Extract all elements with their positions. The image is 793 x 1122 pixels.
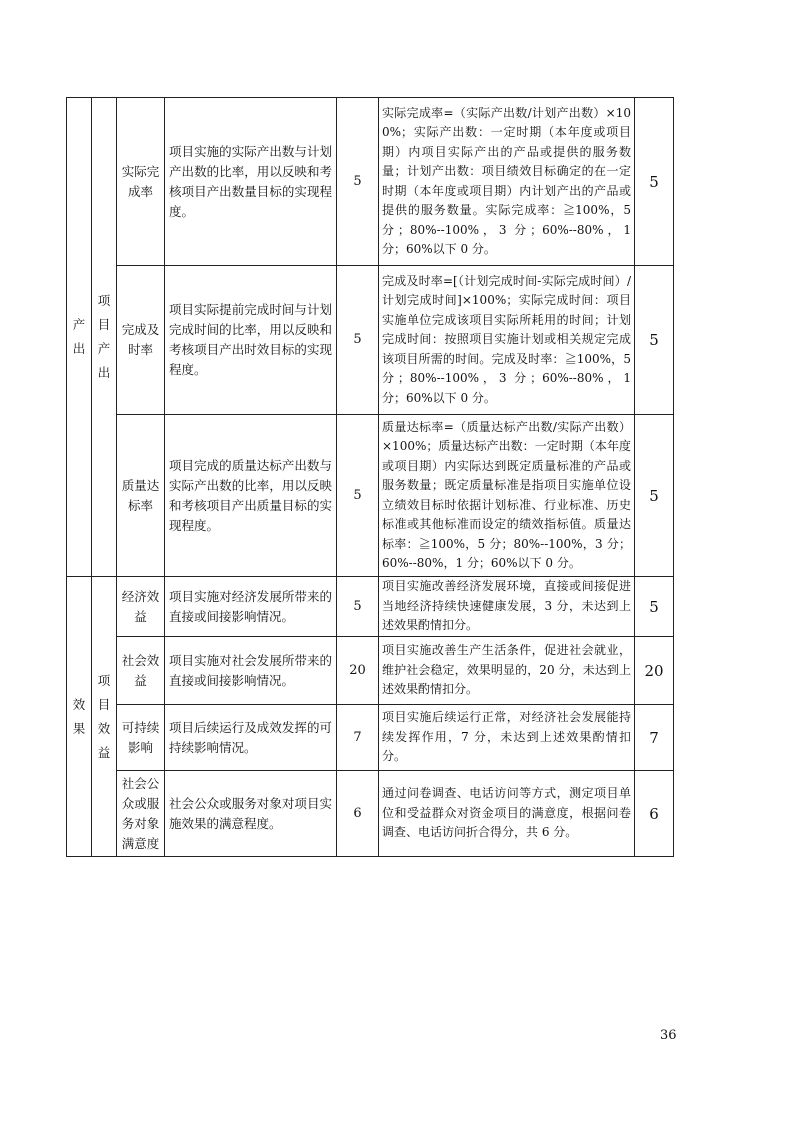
indicator-description: 项目实施对社会发展所带来的直接或间接影响情况。 — [165, 637, 337, 705]
scoring-criteria: 项目实施改善生产生活条件，促进社会就业，维护社会稳定，效果明显的，20 分，未达到上述效果酌情扣分。 — [379, 637, 635, 705]
indicator-description: 项目完成的质量达标产出数与实际产出数的比率，用以反映和考核项目产出质量目标的实现程度。 — [165, 415, 337, 577]
table-row — [67, 266, 674, 415]
indicator-score: 5 — [635, 98, 674, 266]
indicator-description: 项目实际提前完成时间与计划完成时间的比率，用以反映和考核项目产出时效目标的实现程度。 — [165, 266, 337, 415]
indicator-score: 5 — [635, 266, 674, 415]
table-row — [67, 577, 674, 637]
indicator-weight: 5 — [337, 266, 379, 415]
indicator-name: 可持续影响 — [117, 705, 165, 771]
scoring-criteria: 实际完成率=（实际产出数/计划产出数）×100%；实际产出数：一定时期（本年度或项目期）内项目实际产出的产品或提供的服务数量；计划产出数：项目绩效目标确定的在一定时期（本年度或项目期）内计划产出的产品或提供的服务数量。实际完成率：≧100%，5 分；80%--100%，3 分；60%--80%，1 分；60%以下 0 分。 — [379, 98, 635, 266]
category-level1: 产出 — [67, 98, 92, 577]
scoring-criteria: 通过问卷调查、电话访问等方式，测定项目单位和受益群众对资金项目的满意度，根据问卷调查、电话访问折合得分，共 6 分。 — [379, 771, 635, 857]
table-row — [67, 98, 674, 266]
indicator-name: 社会效益 — [117, 637, 165, 705]
indicator-name: 经济效益 — [117, 577, 165, 637]
category-level2: 项目效益 — [92, 577, 117, 857]
indicator-weight: 6 — [337, 771, 379, 857]
evaluation-table — [66, 97, 674, 857]
indicator-weight: 5 — [337, 415, 379, 577]
indicator-description: 项目实施的实际产出数与计划产出数的比率，用以反映和考核项目产出数量目标的实现程度。 — [165, 98, 337, 266]
indicator-name: 完成及时率 — [117, 266, 165, 415]
table-row — [67, 771, 674, 857]
indicator-name: 社会公众或服务对象满意度 — [117, 771, 165, 857]
category-level2: 项目产出 — [92, 98, 117, 577]
indicator-weight: 20 — [337, 637, 379, 705]
indicator-description: 项目后续运行及成效发挥的可持续影响情况。 — [165, 705, 337, 771]
table-row — [67, 637, 674, 705]
scoring-criteria: 项目实施后续运行正常，对经济社会发展能持续发挥作用，7 分，未达到上述效果酌情扣分。 — [379, 705, 635, 771]
scoring-criteria: 项目实施改善经济发展环境，直接或间接促进当地经济持续快速健康发展，3 分，未达到上述效果酌情扣分。 — [379, 577, 635, 637]
indicator-weight: 5 — [337, 98, 379, 266]
indicator-score: 5 — [635, 577, 674, 637]
indicator-score: 20 — [635, 637, 674, 705]
indicator-weight: 5 — [337, 577, 379, 637]
page-number: 36 — [660, 1028, 677, 1043]
indicator-description: 项目实施对经济发展所带来的直接或间接影响情况。 — [165, 577, 337, 637]
scoring-criteria: 质量达标率=（质量达标产出数/实际产出数）×100%；质量达标产出数：一定时期（本年度或项目期）内实际达到既定质量标准的产品或服务数量；既定质量标准是指项目实施单位设立绩效目标时依据计划标准、行业标准、历史标准或其他标准而设定的绩效指标值。质量达标率：≧100%，5 分；80%--100%，3 分；60%--80%，1 分；60%以下 0 分。 — [379, 415, 635, 577]
indicator-name: 质量达标率 — [117, 415, 165, 577]
table-row — [67, 705, 674, 771]
indicator-score: 6 — [635, 771, 674, 857]
indicator-description: 社会公众或服务对象对项目实施效果的满意程度。 — [165, 771, 337, 857]
indicator-name: 实际完成率 — [117, 98, 165, 266]
indicator-weight: 7 — [337, 705, 379, 771]
indicator-score: 7 — [635, 705, 674, 771]
scoring-criteria: 完成及时率=[（计划完成时间-实际完成时间）/计划完成时间]×100%；实际完成时间：项目实施单位完成该项目实际所耗用的时间；计划完成时间：按照项目实施计划或相关规定完成该项目所需的时间。完成及时率：≧100%，5 分；80%--100%，3 分；60%--80%，1 分；60%以下 0 分。 — [379, 266, 635, 415]
indicator-score: 5 — [635, 415, 674, 577]
category-level1: 效果 — [67, 577, 92, 857]
table-row — [67, 415, 674, 577]
